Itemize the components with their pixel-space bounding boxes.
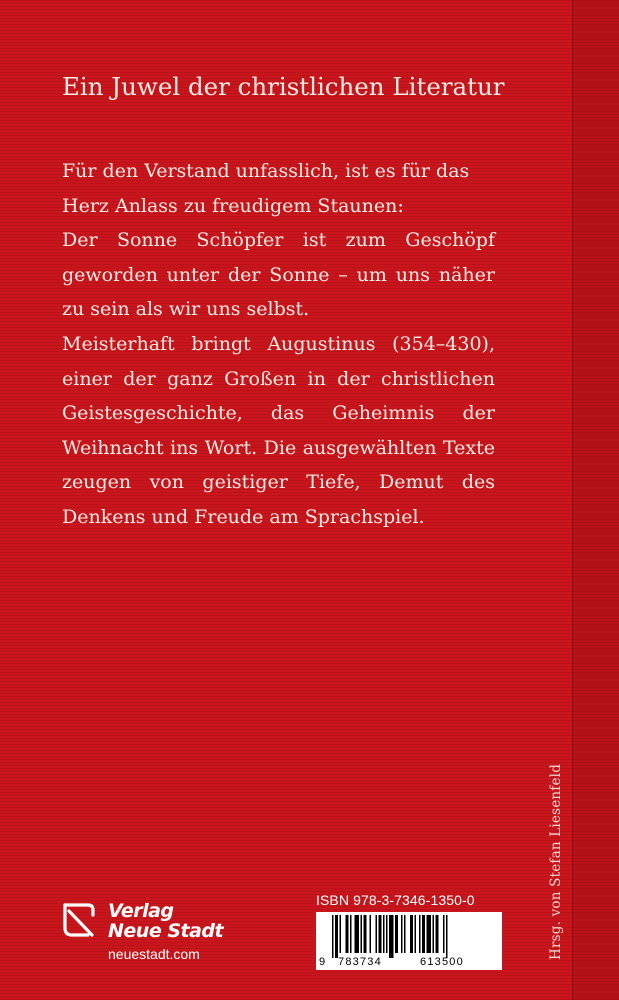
- publisher-logo: [62, 898, 252, 968]
- barcode-bar: [386, 915, 388, 953]
- barcode-digits-left: 783734: [338, 956, 382, 968]
- barcode-bar: [383, 915, 385, 953]
- barcode-bar: [361, 915, 363, 953]
- blurb-paragraph-1: Für den Verstand unfasslich, ist es für das Herz Anlass zu freudigem Staunen:: [62, 160, 470, 217]
- barcode-digits: [316, 956, 502, 970]
- publisher-name-line2: Neue Stadt: [108, 920, 224, 942]
- barcode-digits-right: 613500: [420, 956, 464, 968]
- barcode-bar: [443, 915, 445, 953]
- barcode-bar: [395, 915, 398, 953]
- barcode-bar: [433, 915, 435, 953]
- barcode-bar: [404, 915, 406, 953]
- barcode-bar: [376, 915, 378, 953]
- barcode-bar: [410, 915, 413, 953]
- barcode-bar: [332, 915, 334, 958]
- barcode-bar: [335, 915, 338, 958]
- book-spine: [572, 0, 619, 1000]
- headline: Ein Juwel der christlichen Literatur: [62, 72, 505, 101]
- barcode-bar: [355, 915, 360, 953]
- editor-credit: Hrsg. von Stefan Liesenfeld: [548, 763, 564, 960]
- blurb-paragraph-3: Meisterhaft bringt Augustinus (354–430), einer der ganz Großen in der christlichen Geistesgeschichte, das Geheimnis der Weihnacht ins Wort. Die ausgewählten Texte zeugen von geistiger Tiefe, Demut des Denkens und Freude am Sprachspiel.: [62, 332, 495, 528]
- barcode-bar: [419, 915, 421, 953]
- barcode-bar: [379, 915, 382, 953]
- barcode-bar: [350, 915, 352, 953]
- barcode-bar: [401, 915, 403, 953]
- barcode-bar: [422, 915, 425, 953]
- barcode-bar: [427, 915, 432, 953]
- barcode-digit-first: 9: [319, 956, 326, 968]
- barcode-bar: [346, 915, 349, 953]
- isbn-barcode: [316, 912, 502, 970]
- blurb-paragraph-2: Der Sonne Schöpfer ist zum Geschöpf geworden unter der Sonne – um uns näher zu sein als wir uns selbst.: [62, 229, 495, 321]
- barcode-bar: [370, 915, 372, 953]
- barcode-bar: [446, 915, 448, 958]
- barcode-bar: [436, 915, 439, 953]
- publisher-logo-icon: [62, 902, 102, 940]
- blurb-text: [62, 154, 495, 535]
- isbn-label: ISBN 978-3-7346-1350-0: [316, 892, 475, 908]
- barcode-bar: [389, 915, 394, 958]
- publisher-url: neuestadt.com: [108, 946, 200, 962]
- barcode-bar: [415, 915, 417, 953]
- publisher-name-line1: Verlag: [108, 900, 174, 922]
- barcode-bar: [364, 915, 367, 953]
- barcode-bar: [340, 915, 342, 953]
- barcode-bars: [316, 912, 502, 958]
